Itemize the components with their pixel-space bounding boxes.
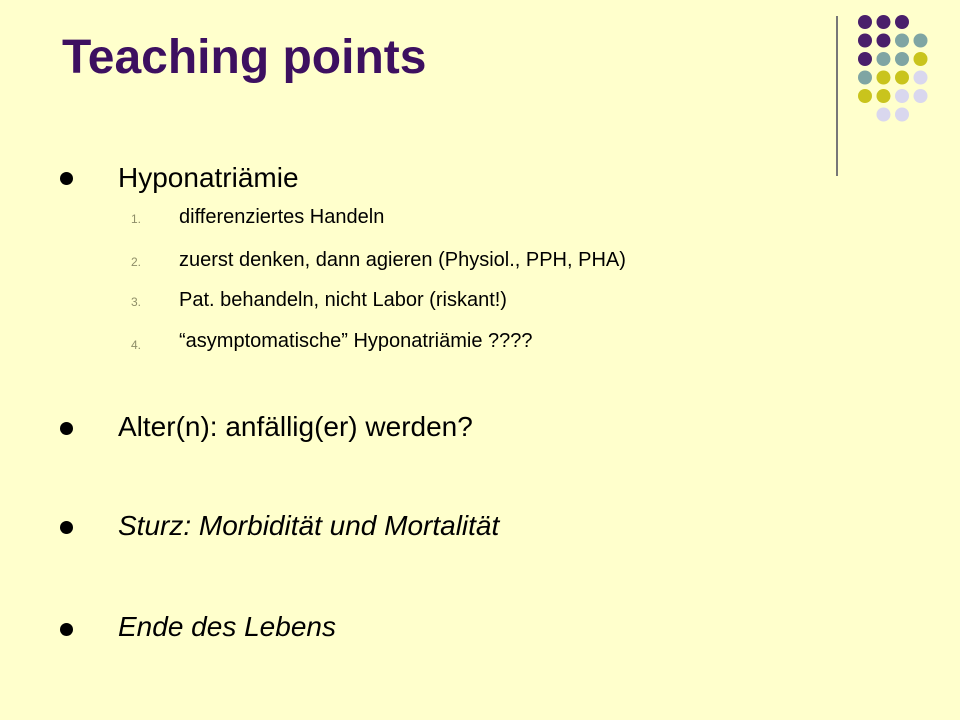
- bullet-dot-icon: [60, 422, 73, 435]
- decorative-dot: [877, 108, 891, 122]
- decorative-dot: [914, 71, 928, 85]
- decorative-dot: [877, 89, 891, 103]
- decorative-dot: [895, 71, 909, 85]
- decorative-dot: [877, 71, 891, 85]
- decorative-dot: [858, 52, 872, 66]
- slide-title: Teaching points: [62, 31, 427, 84]
- list-item-number: 1.: [131, 212, 142, 226]
- list-item-number: 4.: [131, 338, 142, 352]
- list-item-number: 3.: [131, 295, 142, 309]
- decorative-dot: [877, 15, 891, 29]
- list-item-text: Pat. behandeln, nicht Labor (riskant!): [179, 289, 507, 311]
- decorative-dot: [895, 108, 909, 122]
- bullet-dot-icon: [60, 623, 73, 636]
- bullet-dot-icon: [60, 172, 73, 185]
- decorative-dot: [858, 34, 872, 48]
- decorative-dot: [858, 89, 872, 103]
- bullet-text: Alter(n): anfällig(er) werden?: [118, 411, 473, 442]
- decorative-dot: [858, 15, 872, 29]
- decorative-dot: [877, 52, 891, 66]
- decorative-dot: [877, 34, 891, 48]
- decorative-dot: [914, 52, 928, 66]
- bullet-text: Hyponatriämie: [118, 162, 299, 193]
- decorative-dot: [914, 89, 928, 103]
- bullet-text: Sturz: Morbidität und Mortalität: [118, 510, 500, 541]
- decorative-dot: [914, 34, 928, 48]
- decorative-dot: [858, 71, 872, 85]
- decorative-dot: [895, 15, 909, 29]
- decorative-dot: [895, 52, 909, 66]
- decorative-dot: [895, 89, 909, 103]
- decorative-dot: [895, 34, 909, 48]
- list-item-number: 2.: [131, 255, 142, 269]
- list-item-text: “asymptomatische” Hyponatriämie ????: [179, 330, 533, 352]
- list-item-text: zuerst denken, dann agieren (Physiol., PPH, PHA): [179, 249, 626, 271]
- bullet-dot-icon: [60, 521, 73, 534]
- list-item-text: differenziertes Handeln: [179, 206, 385, 228]
- bullet-text: Ende des Lebens: [118, 611, 336, 642]
